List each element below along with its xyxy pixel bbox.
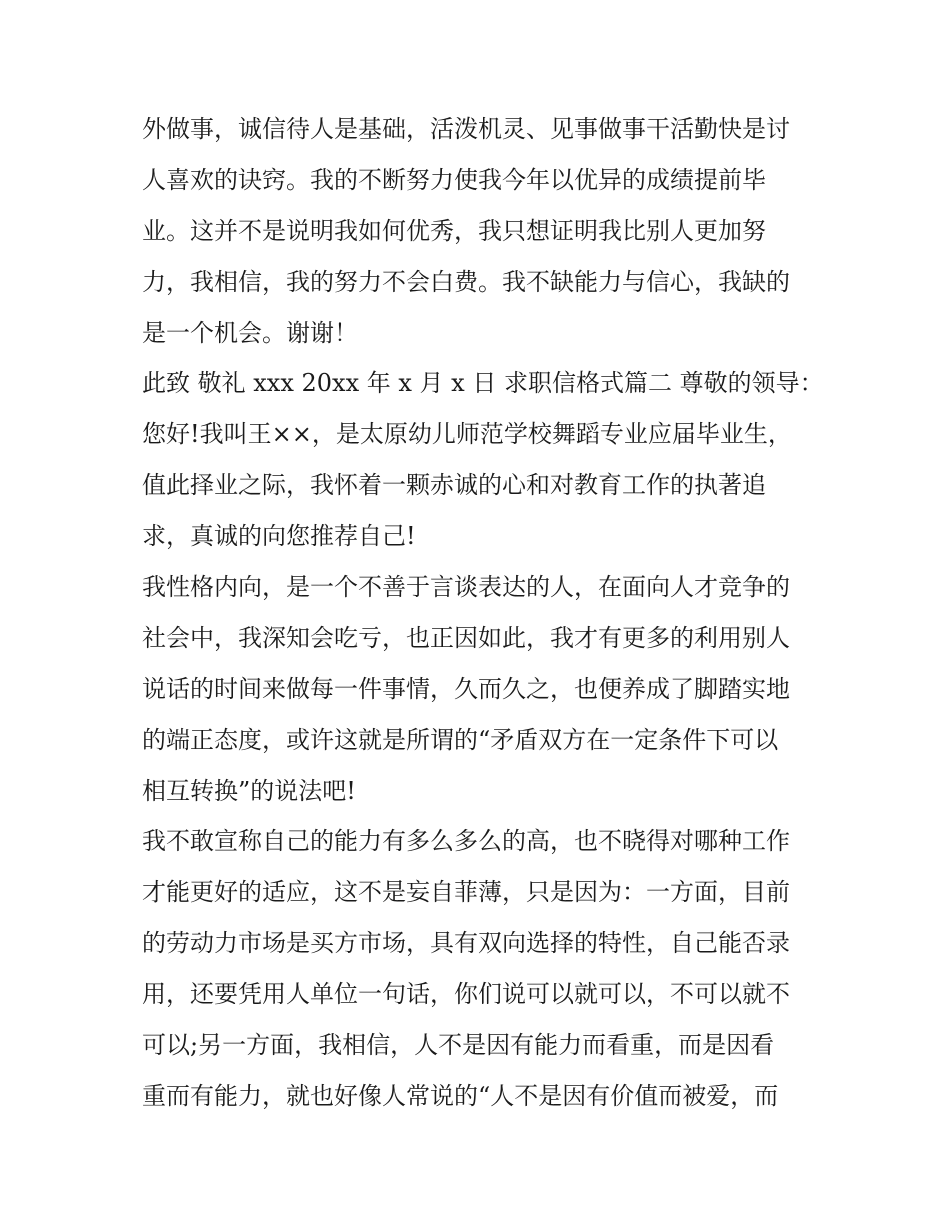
text-line: 值此择业之际，我怀着一颗赤诚的心和对教育工作的执著追 [142,471,766,500]
text-line: 可以;另一方面，我相信，人不是因有能力而看重，而是因看 [142,1031,775,1060]
text-line: 我性格内向，是一个不善于言谈表达的人，在面向人才竞争的 [142,573,790,602]
document-body [142,104,824,1122]
text-line: 力，我相信，我的努力不会白费。我不缺能力与信心，我缺的 [142,267,790,296]
text-line: 我不敢宣称自己的能力有多么多么的高，也不晓得对哪种工作 [142,827,790,856]
text-line: 人喜欢的诀窍。我的不断努力使我今年以优异的成绩提前毕 [142,165,766,194]
text-line: 您好!我叫王××，是太原幼儿师范学校舞蹈专业应届毕业生， [142,420,792,449]
text-line: 的端正态度，或许这就是所谓的“矛盾双方在一定条件下可以 [142,725,779,754]
text-line: 相互转换”的说法吧! [142,776,356,805]
text-line: 外做事，诚信待人是基础，活泼机灵、见事做事干活勤快是讨 [142,115,790,143]
text-line: 社会中，我深知会吃亏，也正因如此，我才有更多的利用别人 [142,623,790,652]
text-line: 求，真诚的向您推荐自己! [142,522,416,551]
text-line: 才能更好的适应，这不是妄自菲薄，只是因为：一方面，目前 [142,878,790,907]
text-line: 业。这并不是说明我如何优秀，我只想证明我比别人更加努 [142,216,766,245]
text-line: 是一个机会。谢谢！ [142,318,358,347]
text-line: 的劳动力市场是买方市场，具有双向选择的特性，自己能否录 [142,929,790,958]
text-line: 此致 敬礼 xxx 20xx 年 x 月 x 日 求职信格式篇二 尊敬的领导： [142,369,824,398]
text-line: 用，还要凭用人单位一句话，你们说可以就可以，不可以就不 [142,980,790,1009]
text-line: 重而有能力，就也好像人常说的“人不是因有价值而被爱，而 [142,1081,779,1110]
text-line: 说话的时间来做每一件事情，久而久之，也便养成了脚踏实地 [142,674,790,703]
